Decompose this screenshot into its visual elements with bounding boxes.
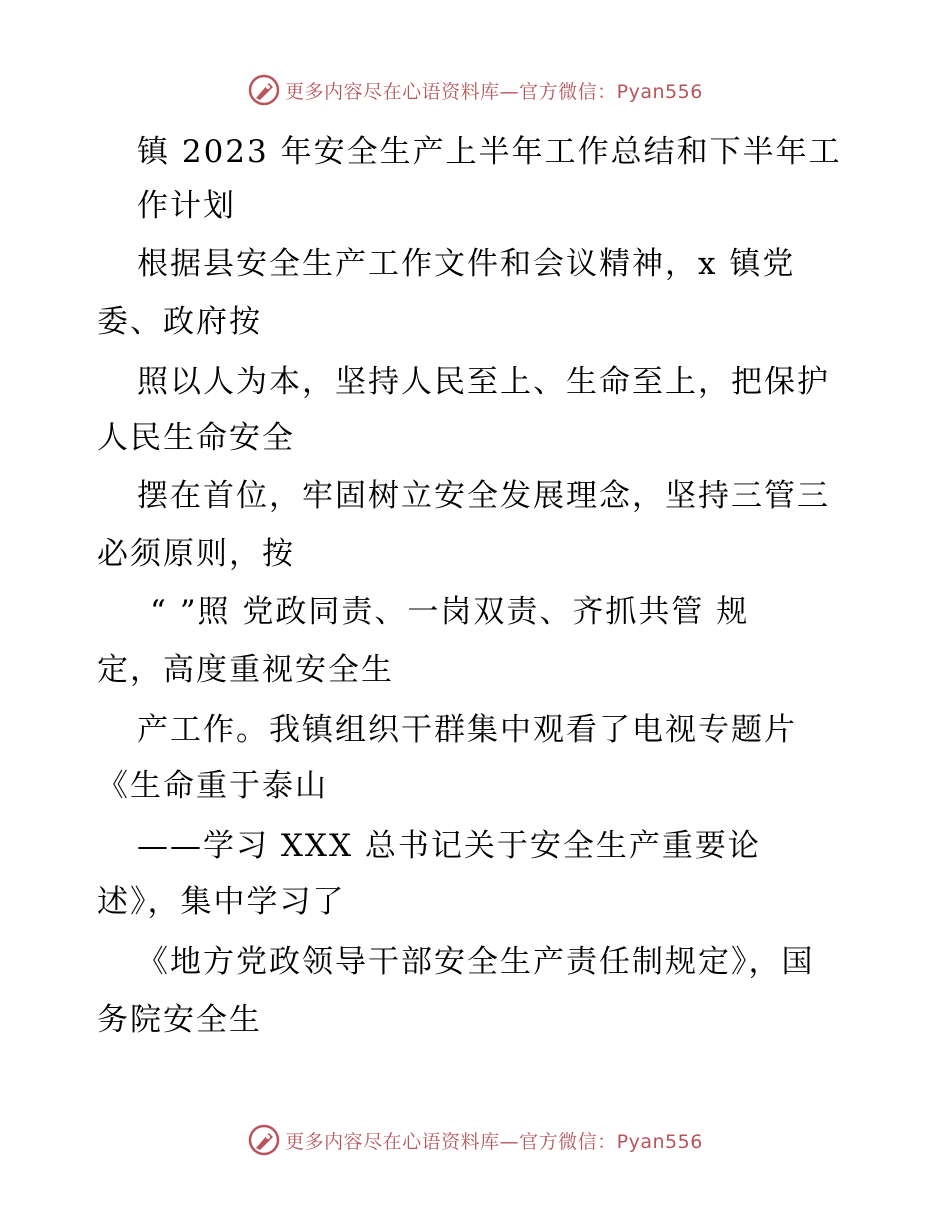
text-line-5: 照以人为本，坚持人民至上、生命至上，把保护 bbox=[137, 364, 830, 400]
header-banner-text: 更多内容尽在心语资料库—官方微信：Pyan556 bbox=[285, 80, 703, 103]
text-line-11: 产工作。我镇组织干群集中观看了电视专题片 bbox=[137, 712, 797, 748]
text-line-12: 《生命重于泰山 bbox=[97, 768, 328, 804]
footer-banner-text: 更多内容尽在心语资料库—官方微信：Pyan556 bbox=[285, 1130, 703, 1153]
pen-nib-logo-icon bbox=[247, 1123, 281, 1157]
text-line-2: 作计划 bbox=[137, 188, 236, 224]
text-line-4: 委、政府按 bbox=[97, 304, 262, 340]
text-line-8: 必须原则，按 bbox=[97, 536, 295, 572]
text-line-9: “ ”照 党政同责、一岗双责、齐抓共管 规 bbox=[150, 594, 750, 630]
pen-nib-logo-icon bbox=[247, 73, 281, 107]
text-line-7: 摆在首位，牢固树立安全发展理念，坚持三管三 bbox=[137, 478, 830, 514]
text-line-13: ——学习 XXX 总书记关于安全生产重要论 bbox=[137, 828, 761, 864]
text-line-1: 镇 2023 年安全生产上半年工作总结和下半年工 bbox=[137, 134, 842, 170]
text-line-15: 《地方党政领导干部安全生产责任制规定》，国 bbox=[137, 944, 815, 980]
footer-banner bbox=[0, 1120, 950, 1160]
text-line-10: 定，高度重视安全生 bbox=[97, 652, 394, 688]
text-line-14: 述》，集中学习了 bbox=[97, 884, 346, 920]
header-banner bbox=[0, 70, 950, 110]
text-line-16: 务院安全生 bbox=[97, 1002, 262, 1038]
text-line-3: 根据县安全生产工作文件和会议精神，x 镇党 bbox=[137, 246, 796, 282]
text-line-6: 人民生命安全 bbox=[97, 420, 295, 456]
